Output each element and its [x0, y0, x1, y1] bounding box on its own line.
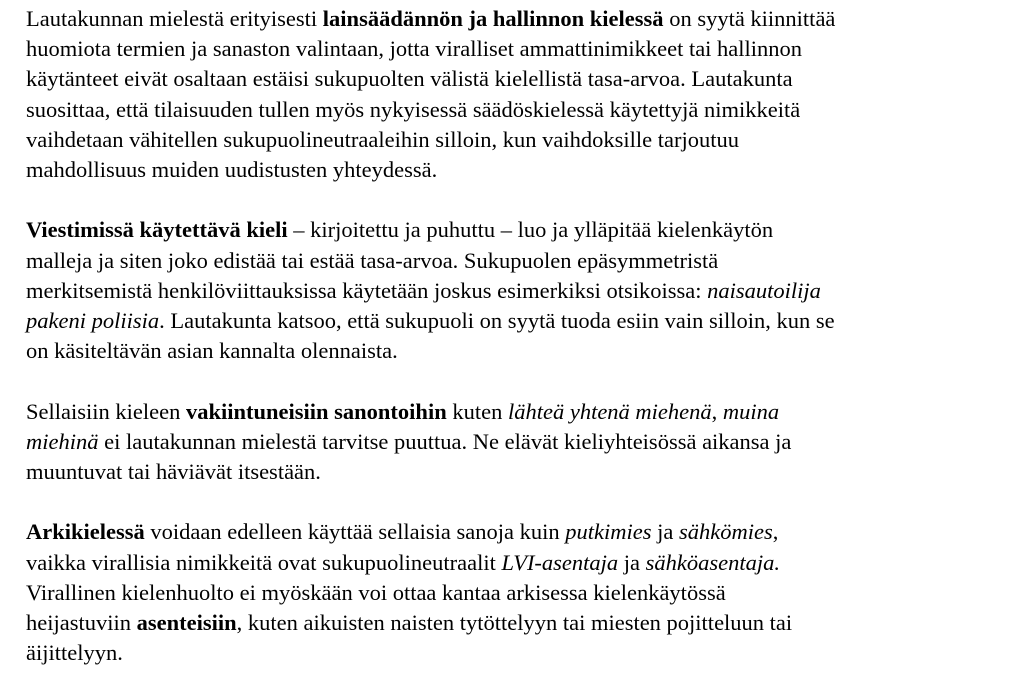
italic-example: lähteä yhtenä miehenä [507, 398, 712, 424]
text-line [26, 95, 1001, 125]
italic-example: sähkömies [678, 519, 773, 545]
text-run: käytänteet eivät osaltaan estäisi sukupuolten välistä kielellistä tasa-arvoa. Lautakunta [26, 66, 793, 92]
text-run: mahdollisuus muiden uudistusten yhteydessä. [26, 157, 438, 183]
text-run: , [772, 519, 779, 545]
text-run: merkitsemistä henkilöviittauksissa käytetään joskus esimerkiksi otsikoissa: [26, 277, 708, 303]
text-run: suosittaa, että tilaisuuden tullen myös nykyisessä säädöskielessä käytettyjä nimikkeitä [26, 96, 801, 122]
italic-example: naisautoilija [707, 277, 821, 303]
italic-example: putkimies [565, 519, 652, 545]
text-line [26, 276, 1001, 306]
text-run: äijittelyyn. [26, 640, 123, 666]
italic-example: miehinä [26, 428, 99, 454]
text-line [26, 397, 1001, 427]
text-run: kuten [446, 398, 508, 424]
text-run: ja [618, 549, 646, 575]
paragraph-2 [26, 215, 1001, 366]
text-run: vaikka virallisia nimikkeitä ovat sukupuolineutraalit [26, 549, 502, 575]
text-line [26, 548, 1001, 578]
bold-term: lainsäädännön ja hallinnon kielessä [322, 6, 664, 31]
text-run: , kuten aikuisten naisten tytöttelyyn tai miesten pojitteluun tai [236, 610, 793, 636]
document-body [26, 4, 1001, 699]
text-line [26, 608, 1001, 638]
text-run: on käsiteltävän asian kannalta olennaista. [26, 338, 398, 364]
text-run: malleja ja siten joko edistää tai estää tasa-arvoa. Sukupuolen epäsymmetristä [26, 247, 719, 273]
text-line [26, 336, 1001, 366]
text-run: heijastuviin [26, 610, 137, 636]
text-line [26, 427, 1001, 457]
text-line [26, 578, 1001, 608]
bold-term: vakiintuneisiin sanontoihin [185, 398, 447, 424]
text-line [26, 125, 1001, 155]
text-run: vaihdetaan vähitellen sukupuolineutraaleihin silloin, kun vaihdoksille tarjoutuu [26, 126, 739, 152]
text-run: Sellaisiin kieleen [26, 398, 186, 424]
italic-example: LVI-asentaja [501, 549, 619, 575]
text-line [26, 246, 1001, 276]
text-run: muuntuvat tai häviävät itsestään. [26, 459, 321, 485]
text-line [26, 638, 1001, 668]
bold-term: asenteisiin [136, 610, 237, 636]
paragraph-1 [26, 4, 1001, 185]
text-line [26, 306, 1001, 336]
text-run: Virallinen kielenhuolto ei myöskään voi ottaa kantaa arkisessa kielenkäytössä [26, 579, 726, 605]
text-run: voidaan edelleen käyttää sellaisia sanoja kuin [144, 519, 566, 545]
text-line [26, 155, 1001, 185]
italic-example: muina [722, 398, 780, 424]
bold-term: Arkikielessä [26, 519, 145, 545]
text-line [26, 517, 1001, 547]
text-run: ei lautakunnan mielestä tarvitse puuttua. Ne elävät kieliyhteisössä aikansa ja [98, 428, 792, 454]
text-run: . Lautakunta katsoo, että sukupuoli on syytä tuoda esiin vain silloin, kun se [159, 308, 835, 334]
text-run: on syytä kiinnittää [663, 6, 836, 31]
italic-example: pakeni poliisia [26, 308, 160, 334]
text-line [26, 215, 1001, 245]
text-run: ja [651, 519, 679, 545]
text-line [26, 457, 1001, 487]
italic-example: sähköasentaja. [645, 549, 781, 575]
paragraph-3 [26, 397, 1001, 488]
text-run: Lautakunnan mielestä erityisesti [26, 6, 323, 31]
text-run: , [711, 398, 723, 424]
text-line [26, 4, 1001, 34]
paragraph-4 [26, 517, 1001, 668]
bold-term: Viestimissä käytettävä kieli [26, 217, 288, 243]
text-line [26, 34, 1001, 64]
text-run: huomiota termien ja sanaston valintaan, jotta viralliset ammattinimikkeet tai hallinnon [26, 36, 803, 62]
text-run: – kirjoitettu ja puhuttu – luo ja ylläpitää kielenkäytön [287, 217, 774, 243]
text-line [26, 64, 1001, 94]
